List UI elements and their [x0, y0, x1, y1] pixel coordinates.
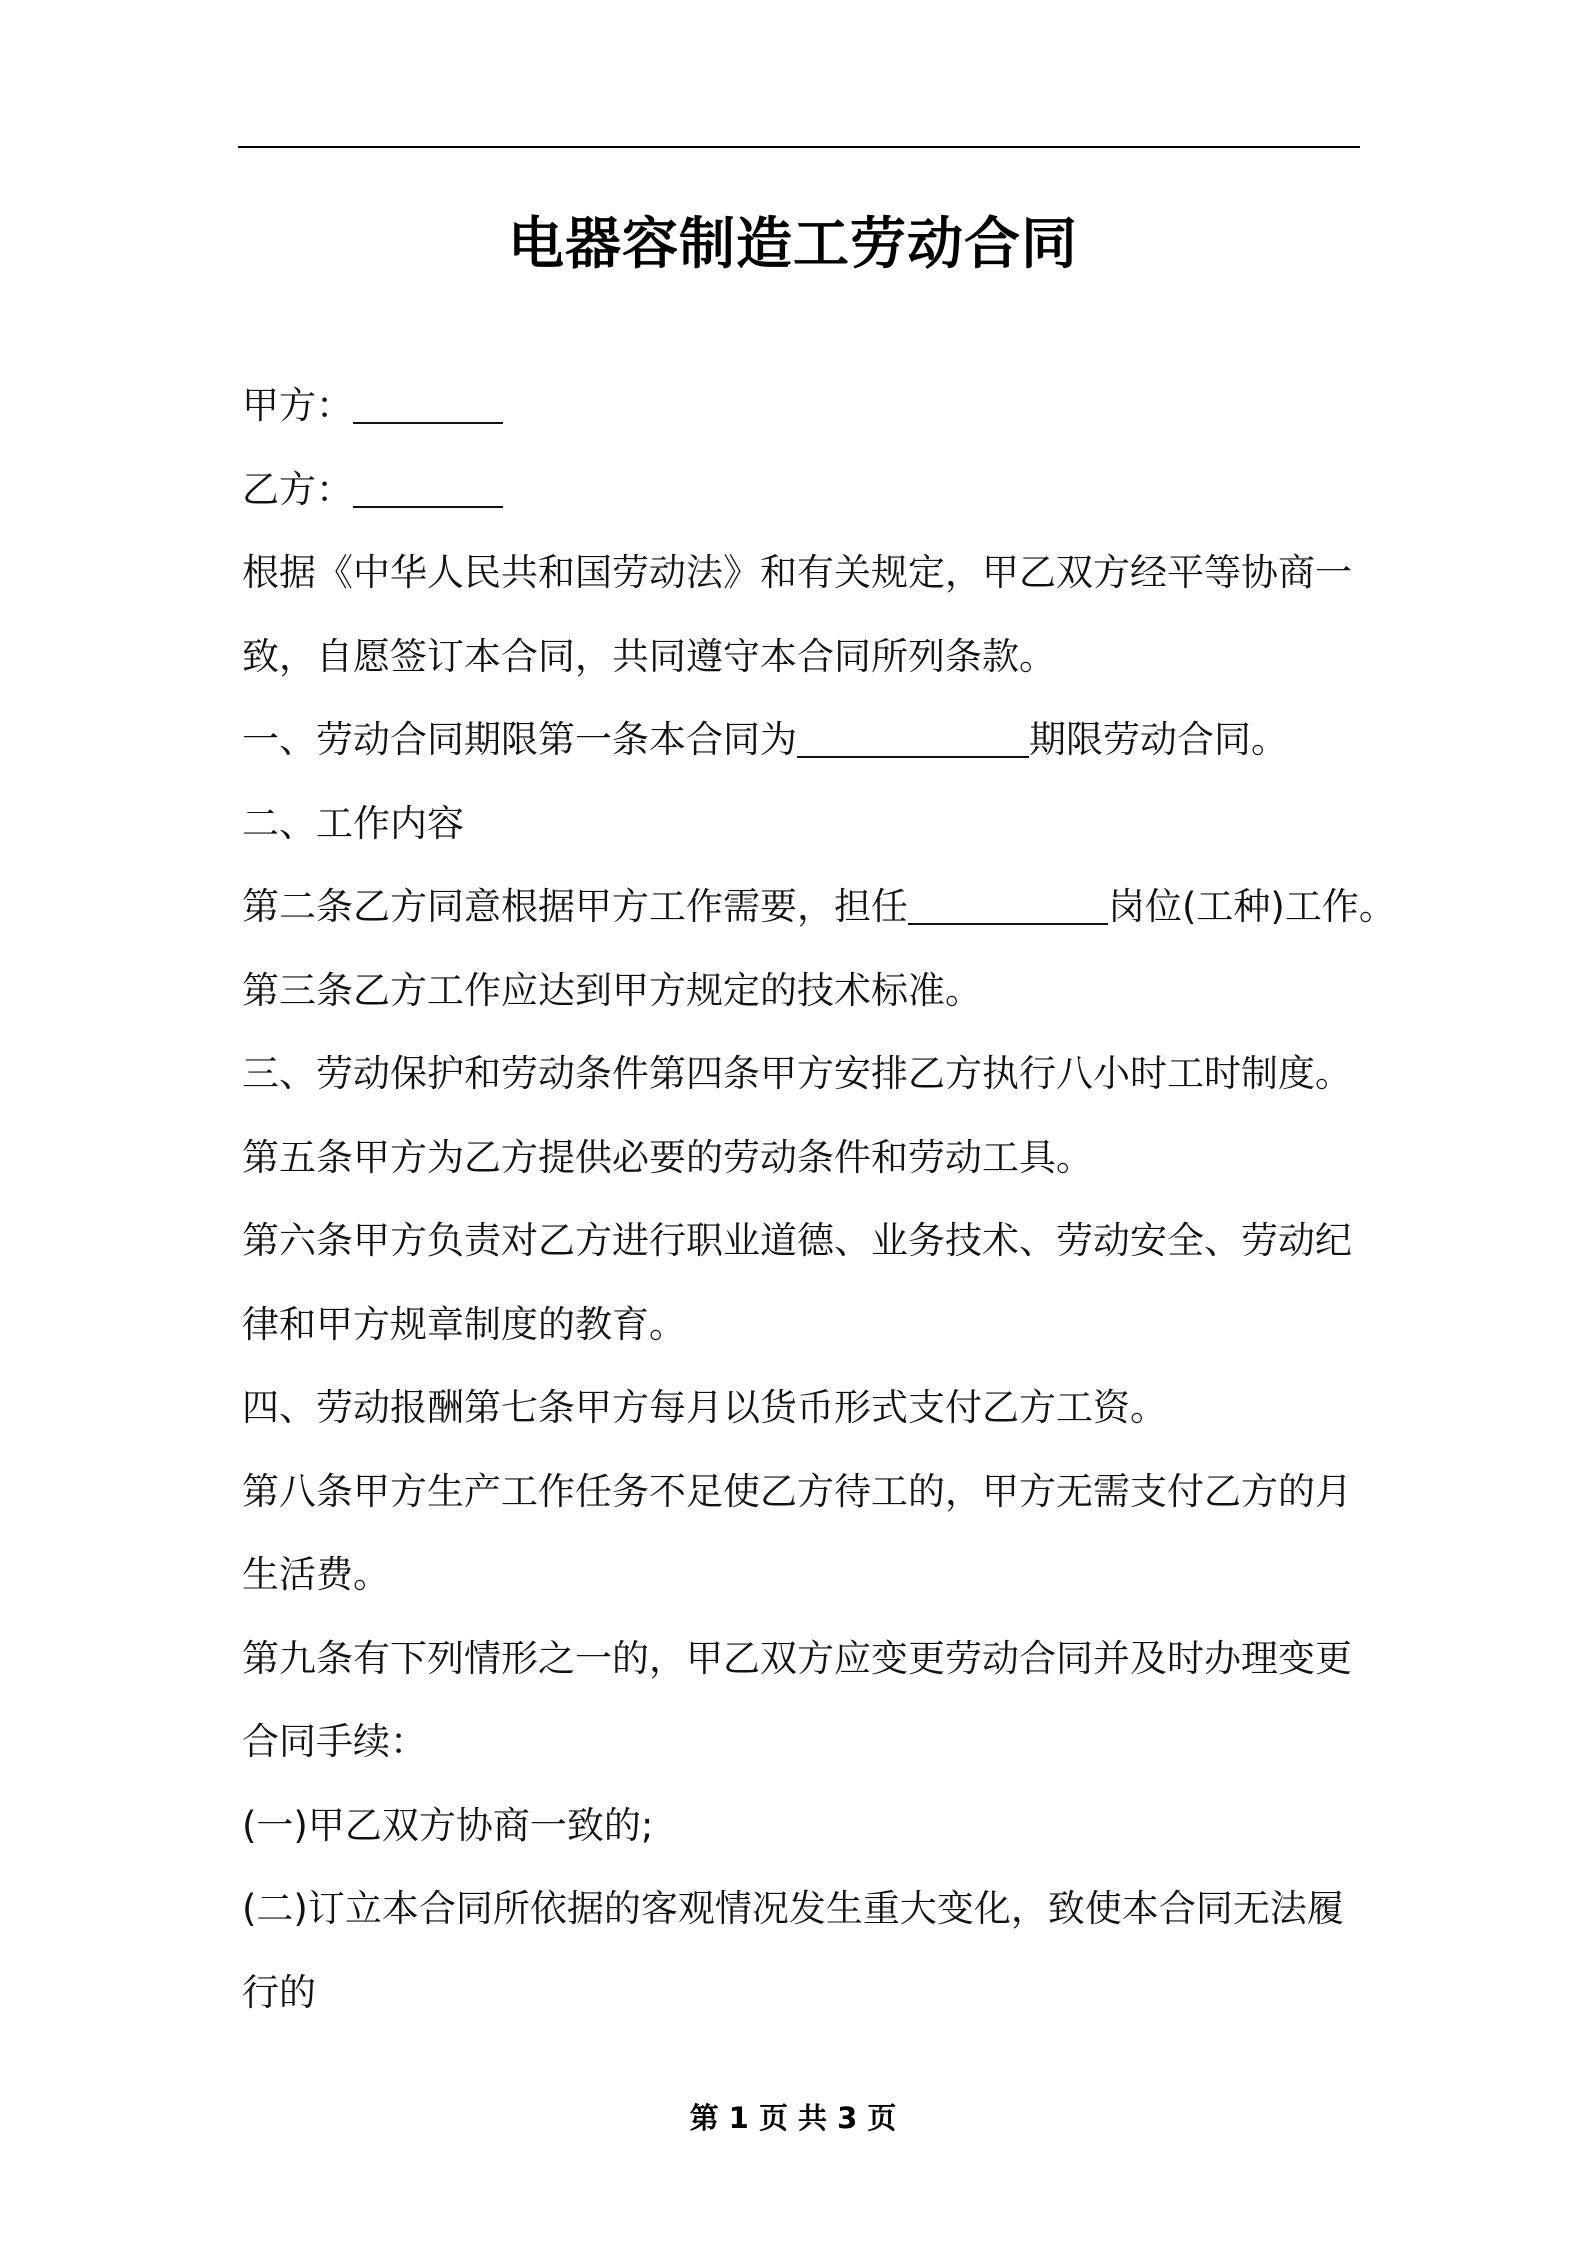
paragraph-line: 三、劳动保护和劳动条件第四条甲方安排乙方执行八小时工时制度。	[242, 1052, 1352, 1095]
article-2-line	[242, 876, 1396, 960]
paragraph-line: 第五条甲方为乙方提供必要的劳动条件和劳动工具。	[242, 1135, 1093, 1179]
party-b-blank	[353, 466, 503, 508]
document-title: 电器容制造工劳动合同	[508, 212, 1078, 277]
paragraph-line: 根据《中华人民共和国劳动法》和有关规定，甲乙双方经平等协商一	[242, 551, 1352, 594]
paragraph-line: 第三条乙方工作应达到甲方规定的技术标准。	[242, 968, 982, 1012]
paragraph-line: 第八条甲方生产工作任务不足使乙方待工的，甲方无需支付乙方的月	[242, 1469, 1352, 1513]
paragraph-line: 合同手续：	[242, 1720, 427, 1763]
section-1-text-end: 期限劳动合同。	[1029, 718, 1288, 761]
paragraph-line: 四、劳动报酬第七条甲方每月以货币形式支付乙方工资。	[242, 1386, 1167, 1429]
paragraph-line: 律和甲方规章制度的教育。	[242, 1302, 686, 1346]
party-a-blank	[353, 382, 503, 424]
section-1-text: 一、劳动合同期限第一条本合同为	[242, 718, 797, 761]
party-b-line	[242, 459, 1372, 543]
paragraph-line: 第六条甲方负责对乙方进行职业道德、业务技术、劳动安全、劳动纪	[242, 1219, 1352, 1262]
paragraph-line: 致，自愿签订本合同，共同遵守本合同所列条款。	[242, 634, 1056, 678]
paragraph-line: (一)甲乙双方协商一致的;	[242, 1803, 654, 1847]
party-a-label: 甲方：	[242, 384, 353, 427]
section-heading: 二、工作内容	[242, 801, 464, 845]
party-b-label: 乙方：	[242, 467, 353, 511]
section-1-line	[242, 709, 1372, 793]
header-rule	[238, 146, 1360, 148]
contract-term-blank	[797, 716, 1029, 758]
document-body	[242, 375, 1396, 2045]
page-number: 第 1 页 共 3 页	[689, 2101, 897, 2135]
article-2-text-end: 岗位(工种)工作。	[1108, 885, 1396, 928]
paragraph-line: 行的	[242, 1970, 316, 2014]
paragraph-line: 生活费。	[242, 1553, 390, 1596]
paragraph-line: (二)订立本合同所依据的客观情况发生重大变化，致使本合同无法履	[242, 1887, 1344, 1930]
article-2-text: 第二条乙方同意根据甲方工作需要，担任	[242, 885, 908, 928]
paragraph-line: 第九条有下列情形之一的，甲乙双方应变更劳动合同并及时办理变更	[242, 1636, 1352, 1680]
party-a-line	[242, 375, 1372, 459]
position-blank	[908, 883, 1108, 925]
